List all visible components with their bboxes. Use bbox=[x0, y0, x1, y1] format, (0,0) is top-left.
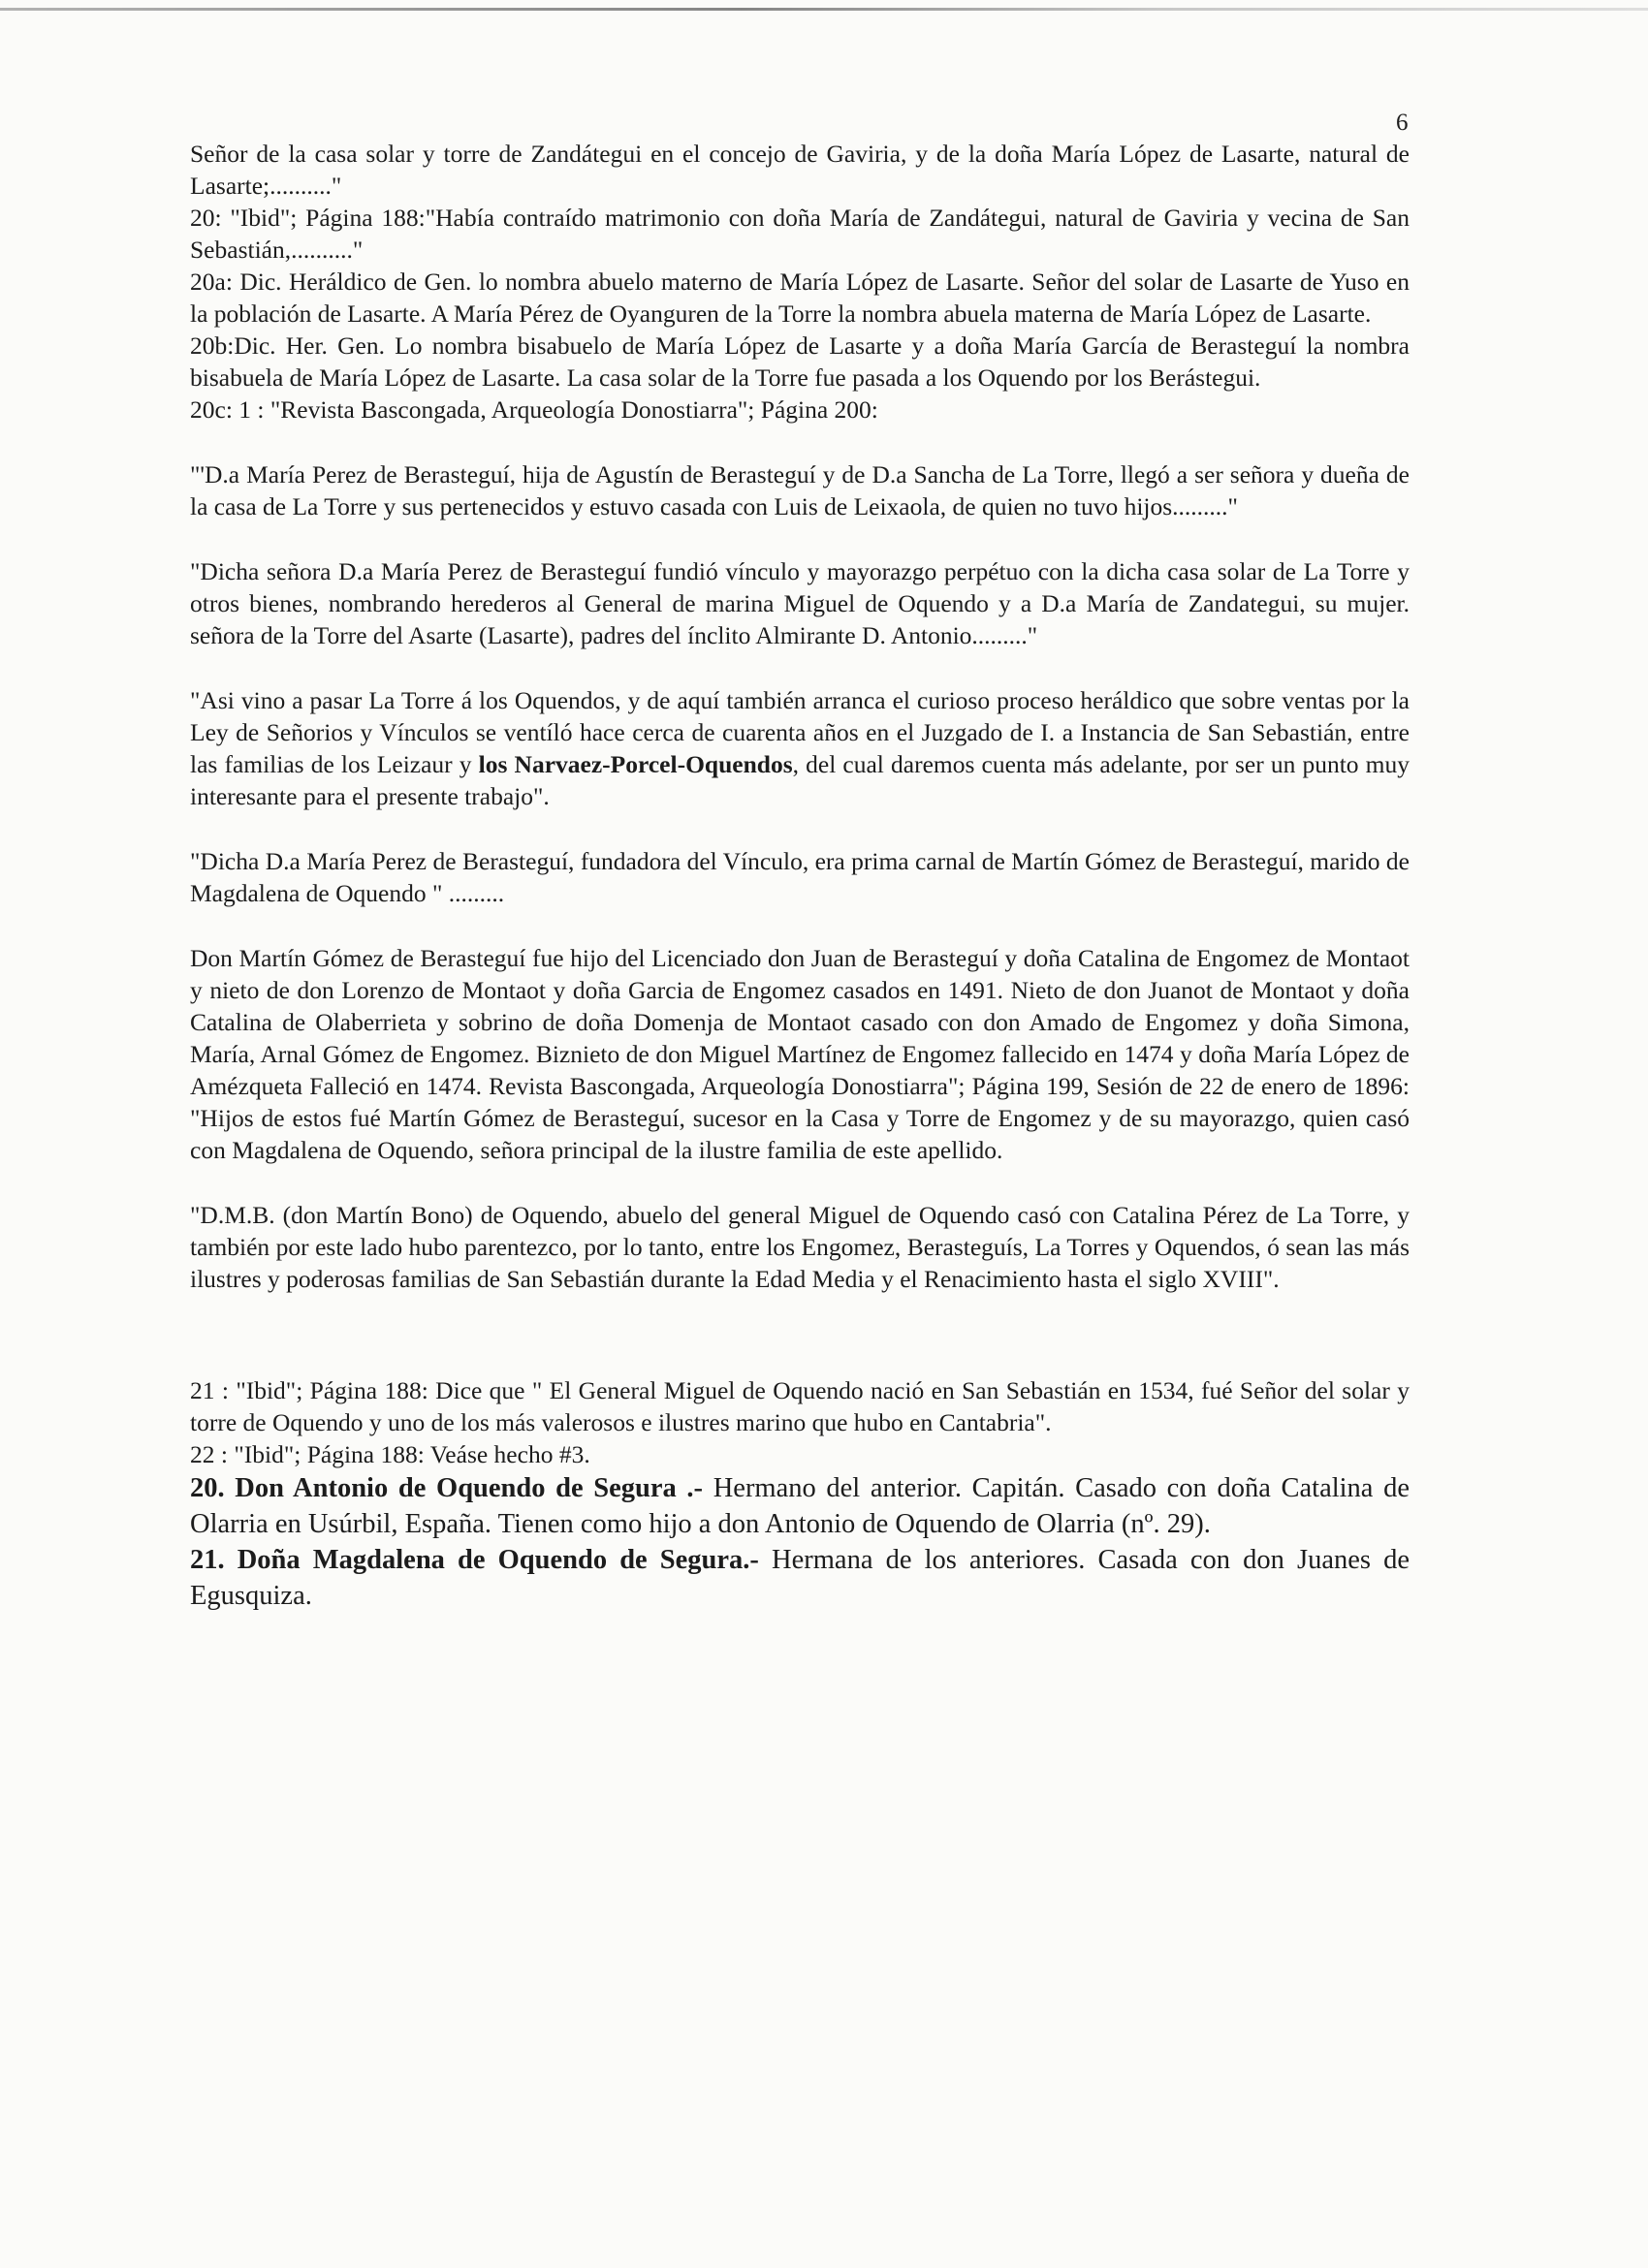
quote-4: "Dicha D.a María Perez de Berasteguí, fundadora del Vínculo, era prima carnal de Martín Gómez de Berasteguí, marido de Magdalena de Oquendo " ......... bbox=[190, 847, 1410, 907]
quote-2: "Dicha señora D.a María Perez de Berasteguí fundió vínculo y mayorazgo perpétuo con la dicha casa solar de La Torre y otros bienes, nombrando herederos al General de marina Miguel de Oquendo y a D.a María de Zandategui, su mujer. señora de la Torre del Asarte (Lasarte), padres del ínclito Almirante D. Antonio........." bbox=[190, 557, 1410, 649]
paragraph-oquendo: "D.M.B. (don Martín Bono) de Oquendo, abuelo del general Miguel de Oquendo casó con Catalina Pérez de La Torre, y también por este lado hubo parentezco, por lo tanto, entre los Engomez, Berasteguís, La Torres y Oquendos, ó sean las más ilustres y poderosas familias de San Sebastián durante la Edad Media y el Renacimiento hasta el siglo XVIII". bbox=[190, 1201, 1410, 1293]
note-21: 21 : "Ibid"; Página 188: Dice que " El General Miguel de Oquendo nació en San Sebastián en 1534, fué Señor del solar y torre de Oquendo y uno de los más valerosos e ilustres marino que hubo en Cantabria". bbox=[190, 1376, 1410, 1436]
note-20b: 20b:Dic. Her. Gen. Lo nombra bisabuelo de María López de Lasarte y a doña María García de Berasteguí la nombra bisabuela de María López de Lasarte. La casa solar de la Torre fue pasada a los Oquendo por los Berástegui. bbox=[190, 331, 1410, 392]
quote-1: "'D.a María Perez de Berasteguí, hija de Agustín de Berasteguí y de D.a Sancha de La Torre, llegó a ser señora y dueña de la casa de La Torre y sus pertenecidos y estuvo casada con Luis de Leixaola, de quien no tuvo hijos........." bbox=[190, 460, 1410, 520]
entry-21 bbox=[190, 1542, 1410, 1614]
page-content bbox=[190, 138, 1410, 1614]
page-number: 6 bbox=[1396, 110, 1409, 136]
note-20a: 20a: Dic. Heráldico de Gen. lo nombra abuelo materno de María López de Lasarte. Señor del solar de Lasarte de Yuso en la población de Lasarte. A María Pérez de Oyanguren de la Torre la nombra abuela materna de María López de Lasarte. bbox=[190, 268, 1410, 328]
note-20: 20: "Ibid"; Página 188:"Había contraído matrimonio con doña María de Zandátegui, natural de Gaviria y vecina de San Sebastián,.........." bbox=[190, 204, 1410, 264]
paragraph-berastegui: Don Martín Gómez de Berasteguí fue hijo del Licenciado don Juan de Berasteguí y doña Catalina de Engomez de Montaot y nieto de don Lorenzo de Montaot y doña Garcia de Engomez casados en 1491. Nieto de don Juanot de Montaot y doña Catalina de Olaberrieta y sobrino de doña Domenja de Montaot casado con don Amado de Engomez y doña Simona, María, Arnal Gómez de Engomez. Biznieto de don Miguel Martínez de Engomez fallecido en 1474 y doña María López de Amézqueta Falleció en 1474. Revista Bascongada, Arqueología Donostiarra"; Página 199, Sesión de 22 de enero de 1896: "Hijos de estos fué Martín Gómez de Berasteguí, sucesor en la Casa y Torre de Engomez y de su mayorazgo, quien casó con Magdalena de Oquendo, señora principal de la ilustre familia de este apellido. bbox=[190, 944, 1410, 1164]
entry-20-title: 20. Don Antonio de Oquendo de Segura .- bbox=[190, 1473, 704, 1503]
note-20-continuation: Señor de la casa solar y torre de Zandátegui en el concejo de Gaviria, y de la doña María López de Lasarte, natural de Lasarte;.........." bbox=[190, 140, 1410, 200]
note-22: 22 : "Ibid"; Página 188: Veáse hecho #3. bbox=[190, 1440, 590, 1468]
entry-21-title: 21. Doña Magdalena de Oquendo de Segura.- bbox=[190, 1545, 759, 1575]
quote-3-end: , del cual daremos cuenta más adelante, por ser un punto muy interesante para el presente trabajo". bbox=[190, 750, 1410, 810]
entry-20-text: Hermano del anterior. Capitán. Casado con doña Catalina de Olarria en Usúrbil, España. Tienen como hijo a don Antonio de Oquendo de Olarria (nº. 29). bbox=[190, 1473, 1410, 1539]
quote-3-text: "Asi vino a pasar La Torre á los Oquendos, y de aquí también arranca el curioso proceso heráldico que sobre ventas por la Ley de Señorios y Vínculos se ventíló hace cerca de cuarenta años en el Juzgado de I. a Instancia de San Sebastián, entre las familias de los Leizaur y bbox=[190, 686, 1410, 778]
quote-3-bold: los Narvaez-Porcel-Oquendos bbox=[478, 750, 793, 778]
note-20c: 20c: 1 : "Revista Bascongada, Arqueología Donostiarra"; Página 200: bbox=[190, 395, 878, 424]
entry-21-text: Hermana de los anteriores. Casada con don Juanes de Egusquiza. bbox=[190, 1545, 1410, 1611]
quote-3 bbox=[190, 684, 1410, 812]
entry-20 bbox=[190, 1470, 1410, 1542]
scan-edge-line bbox=[0, 8, 1648, 11]
